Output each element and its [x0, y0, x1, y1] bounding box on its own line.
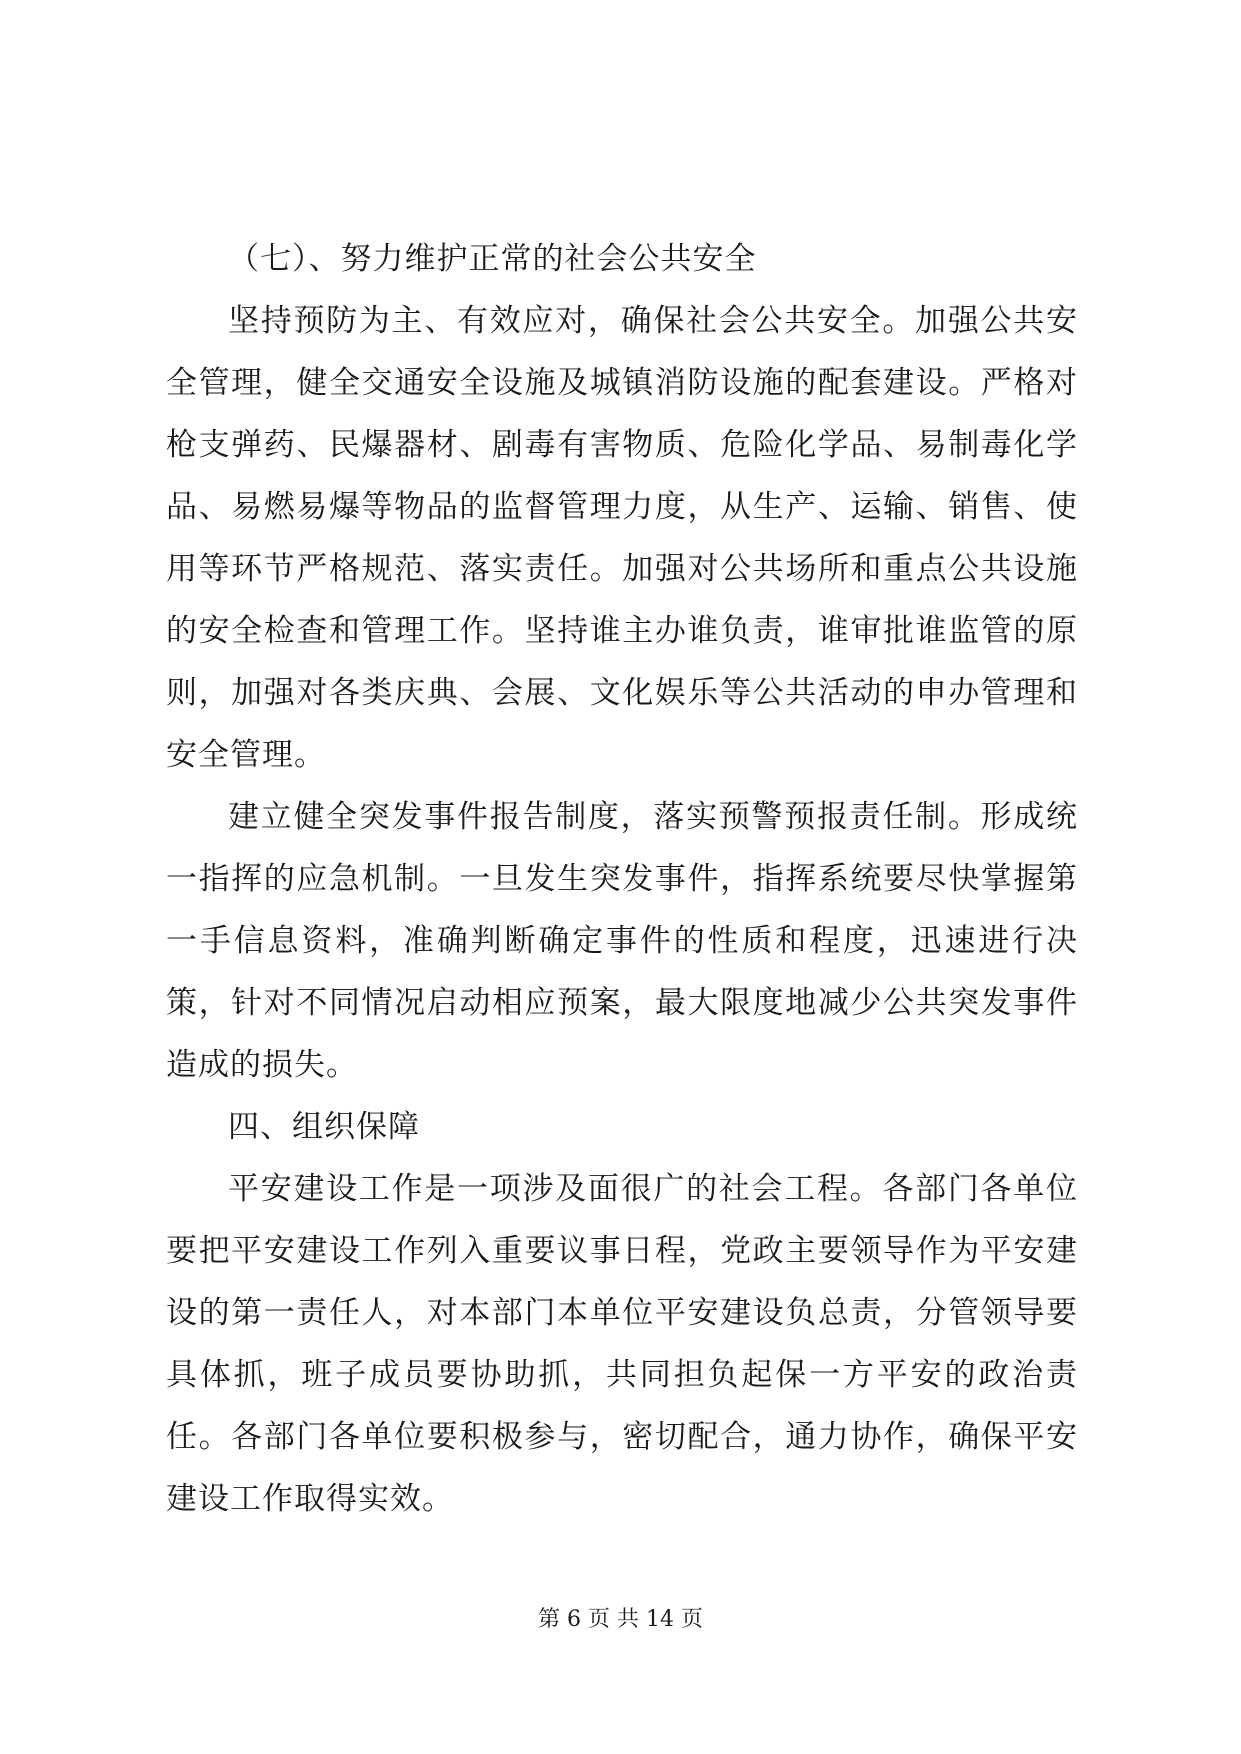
paragraph-emergency-response: 建立健全突发事件报告制度，落实预警预报责任制。形成统一指挥的应急机制。一旦发生突发事件，指挥系统要尽快掌握第一手信息资料，准确判断确定事件的性质和程度，迅速进行决策，针对不同情况启动相应预案，最大限度地减少公共突发事件造成的损失。 — [166, 799, 1078, 1083]
paragraph-organization: 平安建设工作是一项涉及面很广的社会工程。各部门各单位要把平安建设工作列入重要议事日程，党政主要领导作为平安建设的第一责任人，对本部门本单位平安建设负总责，分管领导要具体抓，班子成员要协助抓，共同担负起保一方平安的政治责任。各部门各单位要积极参与，密切配合，通力协作，确保平安建设工作取得实效。 — [166, 1171, 1078, 1517]
paragraph-public-safety: 坚持预防为主、有效应对，确保社会公共安全。加强公共安全管理，健全交通安全设施及城镇消防设施的配套建设。严格对枪支弹药、民爆器材、剧毒有害物质、危险化学品、易制毒化学品、易燃易爆等物品的监督管理力度，从生产、运输、销售、使用等环节严格规范、落实责任。加强对公共场所和重点公共设施的安全检查和管理工作。坚持谁主办谁负责，谁审批谁监管的原则，加强对各类庆典、会展、文化娱乐等公共活动的申办管理和安全管理。 — [166, 303, 1078, 773]
document-body — [166, 228, 1078, 1530]
section-heading-4: 四、组织保障 — [228, 1109, 420, 1145]
page-number-footer: 第 6 页 共 14 页 — [538, 1607, 703, 1632]
section-heading-7: （七）、努力维护正常的社会公共安全 — [228, 241, 757, 277]
